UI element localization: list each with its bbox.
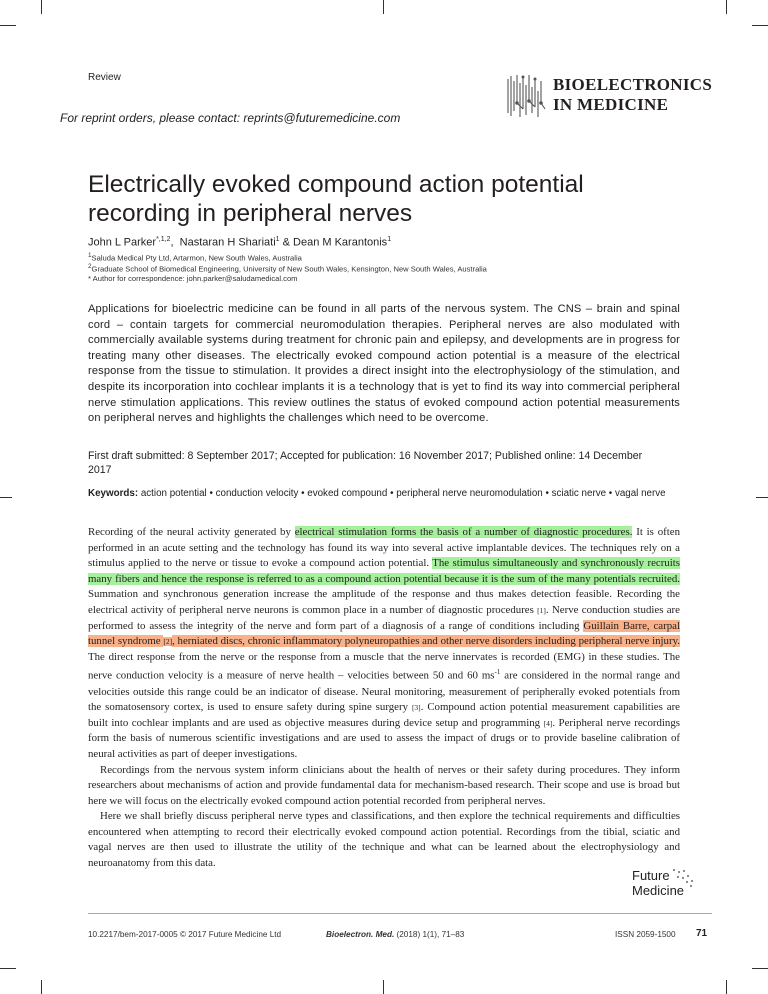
author-sup: *,1,2 [156, 236, 171, 243]
body-text-run: . Peripheral nerve recordings form the basis of numerous scientific investigations and are used to assess the impact of drugs or to provide baseline calibration of neural activities as part of deeper investigations. [88, 716, 680, 760]
keywords: Keywords: action potential • conduction velocity • evoked compound • peripheral nerve neuromodulation • sciatic nerve • vagal nerve [88, 488, 666, 499]
footer-rule [88, 913, 712, 914]
crop-mark [752, 968, 768, 969]
crop-mark [41, 980, 42, 994]
author-sup: 1 [387, 236, 392, 243]
citation-detail: (2018) 1(1), 71–83 [394, 930, 465, 939]
affiliation-text: Graduate School of Biomedical Engineering, University of New South Wales, Kensington, New South Wales, Australia [91, 264, 487, 274]
highlighted-text: electrical stimulation forms the basis of a number of diagnostic procedures. [294, 526, 633, 538]
citation-ref[interactable]: [2] [163, 637, 173, 647]
submission-dates: First draft submitted: 8 September 2017; Accepted for publication: 16 November 2017; Published online: 14 December 2017 [88, 450, 643, 476]
body-text-run: The direct response from the nerve or the response from a muscle that the nerve innervates is recorded (EMG) in these studies. The nerve conduction velocity is a measure of nerve health – velocities between 50 and 60 ms [88, 650, 680, 682]
citation-ref[interactable]: [1] [537, 605, 546, 615]
article-title: Electrically evoked compound action potential recording in peripheral nerves [88, 171, 584, 227]
page-number: 71 [696, 928, 708, 939]
reprint-notice[interactable]: For reprint orders, please contact: reprints@futuremedicine.com [60, 111, 401, 125]
abstract: Applications for bioelectric medicine can be found in all parts of the nervous system. The CNS – brain and spinal cord – contain targets for commercial neuromodulation therapies. Peripheral nerves are also modulated with commercially available systems during treatment for chronic pain and epilepsy, and developments are in progress for treating many other diseases. The electrically evoked compound action potential is a measure of the electrical response from the tissue to stimulation. It provides a direct insight into the electrophysiology of the stimulation, and despite its incorporation into cochlear implants it is a technology that is yet to find its way into commercial peripheral nerve stimulation applications. This review outlines the status of evoked compound action potential measurements on peripheral nerves and highlights the challenges which need to be overcome. [88, 303, 680, 425]
affiliation-text: Saluda Medical Pty Ltd, Artarmon, New South Wales, Australia [91, 253, 302, 263]
body-paragraph-2: Recordings from the nervous system inform clinicians about the health of nerves or their safety during procedures. They inform researchers about mechanisms of action and provide fundamental data for mechanism-based research. Their scope and use is broad but here we will focus on the electrically evoked compound action potential recorded from peripheral nerves. [88, 763, 680, 807]
footer-doi[interactable]: 10.2217/bem-2017-0005 © 2017 Future Medicine Ltd [88, 930, 282, 939]
correspondence [88, 274, 298, 283]
author-name: Dean M Karantonis [293, 236, 388, 249]
author-sup: 1 [275, 236, 280, 243]
crop-mark [726, 0, 727, 14]
crop-mark [0, 25, 16, 26]
body-text-run: are considered in the normal range and velocities outside this range could be an indicator of disease. Neural monitoring, measurement of peripherally evoked potentials from the somatosensory cortex, is used to ensure safety during spine surgery [88, 669, 680, 714]
citation-ref[interactable]: [4] [543, 718, 553, 728]
keyword: evoked compound [307, 488, 388, 499]
body-paragraph-3: Here we shall briefly discuss peripheral nerve types and classifications, and then explore the technical requirements and difficulties encountered when attempting to record their electrically evoked compound action potential. Recordings from the tibial, sciatic and vagal nerves are then used to illustrate the utility of the technique and what can be learned about the electrophysiology and neuroanatomy from this data. [88, 810, 680, 870]
body-text [88, 525, 680, 872]
body-text-run: . Nerve conduction studies are performed to assess the integrity of the nerve and form part of a diagnosis of a range of conditions including [88, 603, 680, 632]
author-separator: & [279, 236, 294, 249]
citation-ref[interactable]: [3] [411, 703, 421, 713]
author-name: Nastaran H Shariati [179, 236, 276, 249]
body-text-run: -1 [494, 668, 501, 677]
keyword: conduction velocity [215, 488, 299, 499]
crop-mark [726, 980, 727, 994]
body-text-run: . Compound action potential measurement capabilities are built into cochlear implants and are used as objective measures during device setup and programming [88, 701, 680, 729]
footer-issn: ISSN 2059-1500 [615, 930, 676, 939]
future-medicine-logo [632, 868, 712, 902]
keyword: vagal nerve [614, 488, 666, 499]
body-text-run: Summation and synchronous generation increase the amplitude of the response and thus makes detection feasible. Recording the electrical activity of peripheral nerve neurons is common place in a number of diagnostic procedures [88, 588, 680, 616]
body-paragraph-1 [88, 525, 680, 763]
affiliation-sup: * [88, 274, 91, 283]
publisher-line1: Future [632, 868, 670, 883]
keyword: peripheral nerve neuromodulation [396, 488, 543, 499]
circuit-logo-icon [505, 73, 547, 119]
citation-journal: Bioelectron. Med. [326, 930, 395, 939]
keyword: sciatic nerve [551, 488, 607, 499]
footer-citation [326, 930, 464, 939]
author-name: John L Parker [88, 236, 157, 249]
keyword: action potential [140, 488, 207, 499]
publisher-line2: Medicine [632, 883, 685, 898]
crop-mark [383, 980, 384, 994]
affiliation [88, 263, 487, 274]
journal-name-line2: IN MEDICINE [553, 95, 669, 114]
keywords-label: Keywords: [88, 488, 139, 499]
crop-mark [756, 497, 768, 498]
journal-name-line1: BIOELECTRONICS [553, 75, 713, 94]
crop-mark [752, 25, 768, 26]
author-list [88, 236, 391, 249]
body-text-run: It is often performed in an acute setting and the technology has found its way into several active implantable devices. The techniques rely on a stimulus applied to the nerve or tissue to evoke a compound action potential. [88, 526, 680, 570]
journal-logo [505, 73, 715, 121]
affiliation-sup: 2 [88, 263, 92, 270]
dots-icon [670, 866, 696, 888]
affiliation [88, 252, 302, 263]
highlighted-text: The stimulus simultaneously and synchronously recruits many fibers and hence the response is referred to as a compound action potential because it is the sum of the many potentials recruited. [88, 557, 680, 585]
crop-mark [0, 497, 12, 498]
section-label: Review [88, 72, 121, 83]
highlighted-text: Guillain Barre, carpal tunnel syndrome [88, 619, 680, 648]
crop-mark [41, 0, 42, 14]
body-text-run: Recording of the neural activity generated by [88, 526, 295, 538]
crop-mark [383, 0, 384, 14]
author-separator: , [170, 236, 180, 249]
crop-mark [0, 968, 16, 969]
affiliation-text[interactable]: Author for correspondence: john.parker@saludamedical.com [92, 274, 298, 283]
highlighted-text: , herniated discs, chronic inflammatory polyneuropathies and other nerve disorders including peripheral nerve injury. [172, 635, 680, 648]
affiliation-sup: 1 [88, 252, 92, 259]
